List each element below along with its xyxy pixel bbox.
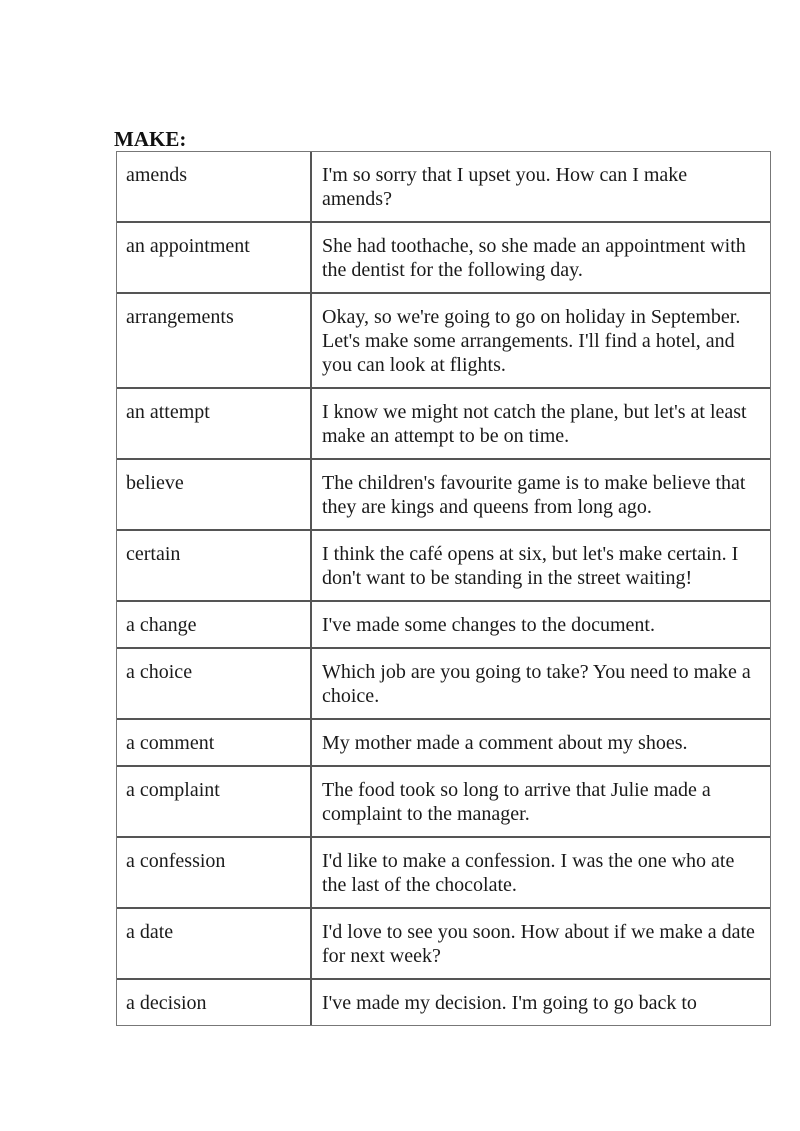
example-cell: The children's favourite game is to make believe that they are kings and queens from long ago.: [312, 460, 770, 531]
phrase-cell: a choice: [117, 649, 312, 720]
table-row: [117, 531, 770, 602]
example-cell: My mother made a comment about my shoes.: [312, 720, 770, 767]
table-row: [117, 294, 770, 389]
example-cell: I know we might not catch the plane, but let's at least make an attempt to be on time.: [312, 389, 770, 460]
table-row: [117, 223, 770, 294]
table-row: [117, 980, 770, 1025]
table-row: [117, 649, 770, 720]
example-cell: I think the café opens at six, but let's make certain. I don't want to be standing in the street waiting!: [312, 531, 770, 602]
example-cell: She had toothache, so she made an appointment with the dentist for the following day.: [312, 223, 770, 294]
section-heading: MAKE:: [114, 127, 187, 151]
table-row: [117, 389, 770, 460]
phrase-cell: believe: [117, 460, 312, 531]
example-cell: Which job are you going to take? You need to make a choice.: [312, 649, 770, 720]
vocabulary-table: [116, 151, 771, 1026]
phrase-cell: a date: [117, 909, 312, 980]
example-cell: I've made some changes to the document.: [312, 602, 770, 649]
phrase-cell: a decision: [117, 980, 312, 1025]
table-row: [117, 460, 770, 531]
table-row: [117, 602, 770, 649]
table-row: [117, 720, 770, 767]
example-cell: Okay, so we're going to go on holiday in September. Let's make some arrangements. I'll find a hotel, and you can look at flights.: [312, 294, 770, 389]
phrase-cell: amends: [117, 152, 312, 223]
example-cell: I'm so sorry that I upset you. How can I make amends?: [312, 152, 770, 223]
table-row: [117, 838, 770, 909]
table-row: [117, 152, 770, 223]
example-cell: I'd like to make a confession. I was the one who ate the last of the chocolate.: [312, 838, 770, 909]
table-row: [117, 909, 770, 980]
example-cell: I've made my decision. I'm going to go back to: [322, 992, 697, 1014]
phrase-cell: a comment: [117, 720, 312, 767]
example-cell: I'd love to see you soon. How about if we make a date for next week?: [312, 909, 770, 980]
phrase-cell: an appointment: [117, 223, 312, 294]
phrase-cell: certain: [117, 531, 312, 602]
phrase-cell: a change: [117, 602, 312, 649]
phrase-cell: arrangements: [117, 294, 312, 389]
example-cell: The food took so long to arrive that Julie made a complaint to the manager.: [312, 767, 770, 838]
table-row: [117, 767, 770, 838]
phrase-cell: a complaint: [117, 767, 312, 838]
phrase-cell: a confession: [117, 838, 312, 909]
phrase-cell: an attempt: [117, 389, 312, 460]
